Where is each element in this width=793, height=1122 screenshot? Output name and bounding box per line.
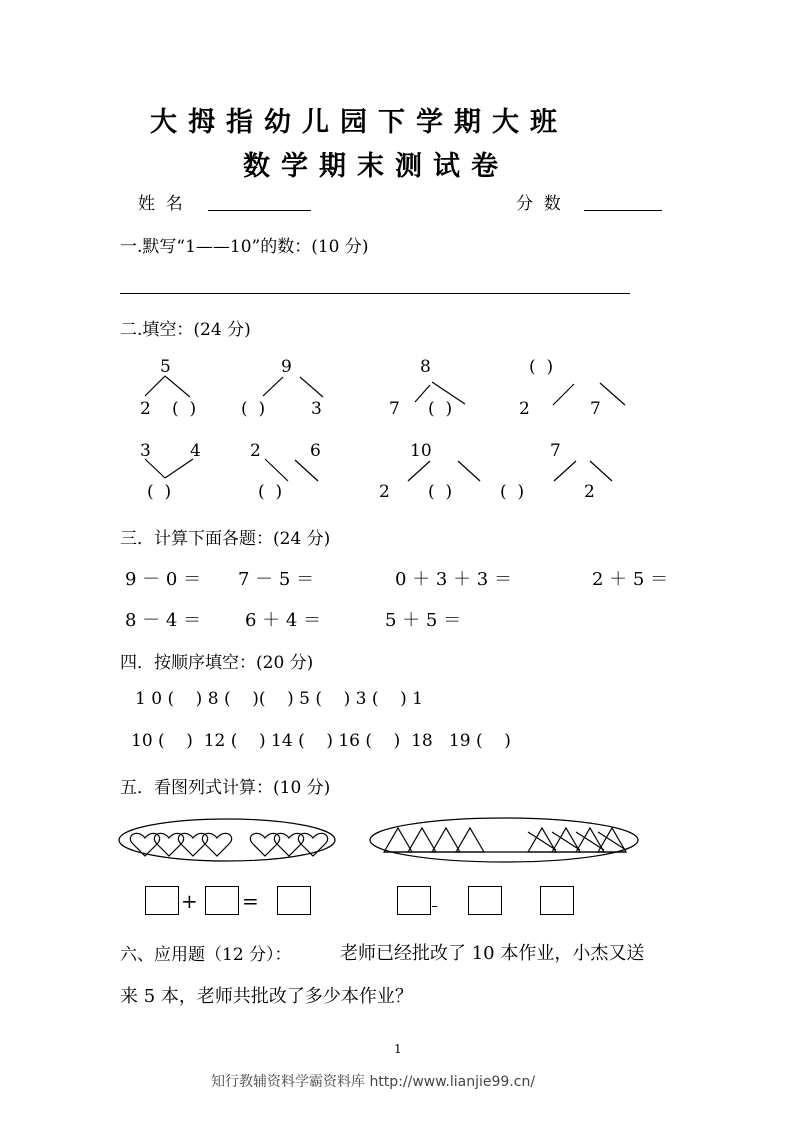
tree2-left: ( ) [241,399,266,419]
calc-2: 7 － 5 ＝ [238,569,315,590]
title-line-2: 数学期末测试卷 [243,151,509,182]
name-label: 姓 名 [138,194,183,214]
tree1-top: 5 [160,357,171,377]
calc-3: 0 ＋ 3 ＋ 3 ＝ [395,569,512,590]
hearts-oval [119,819,335,861]
tree8-top: 7 [550,441,561,461]
equals-sign: = [242,889,259,913]
tree5-bottom: ( ) [147,482,172,502]
tree6-right: 6 [310,441,321,461]
calc-6: 6 ＋ 4 ＝ [245,610,322,631]
title-line-1: 大拇指幼儿园下学期大班 [150,107,568,138]
page-number: 1 [394,1042,402,1056]
tree1-right: ( ) [172,399,197,419]
section-5-heading: 五．看图列式计算：(10 分) [120,778,331,798]
footer-text: 知行教辅资料学霸资料库 http://www.lianjie99.cn/ [211,1074,536,1090]
score-label: 分 数 [516,194,561,214]
tree4-left: 2 [519,399,530,419]
sequence-row-2: 10 ( ) 12 ( ) 14 ( ) 16 ( ) 18 19 ( ) [131,731,511,751]
tree4-right: 7 [590,399,601,419]
tree3-top: 8 [420,357,431,377]
word-problem-line-2: 来 5 本，老师共批改了多少本作业？ [120,986,413,1007]
answer-box-2[interactable] [205,886,239,915]
tree4-top: ( ) [529,357,554,377]
answer-box-5[interactable] [468,886,502,915]
calc-1: 9 － 0 ＝ [125,569,202,590]
answer-box-4[interactable] [397,886,431,915]
tree3-left: 7 [389,399,400,419]
section-3-heading: 三．计算下面各题：(24 分) [120,529,331,549]
section-2-heading: 二.填空：(24 分) [120,320,251,340]
minus-mark [432,906,437,907]
tree7-left: 2 [379,482,390,502]
plus-sign: + [181,889,198,913]
calc-7: 5 ＋ 5 ＝ [385,610,462,631]
section-1-heading: 一.默写“1——10”的数：(10 分) [120,237,369,257]
answer-box-1[interactable] [145,886,179,915]
tree6-left: 2 [250,441,261,461]
tree2-top: 9 [281,357,292,377]
section-4-heading: 四．按顺序填空：(20 分) [120,653,314,673]
tree8-left: ( ) [500,482,525,502]
answer-box-3[interactable] [277,886,311,915]
calc-4: 2 ＋ 5 ＝ [592,569,669,590]
tree7-top: 10 [410,441,432,461]
triangle-icon-group [384,828,626,852]
word-problem-line-1: 老师已经批改了 10 本作业，小杰又送 [340,943,645,964]
triangles-oval [370,818,638,862]
tree5-left: 3 [140,441,151,461]
tree8-right: 2 [584,482,595,502]
heart-icon-group [130,833,327,856]
tree7-right: ( ) [428,482,453,502]
calc-5: 8 － 4 ＝ [125,610,202,631]
sequence-row-1: 1 0 ( ) 8 ( )( ) 5 ( ) 3 ( ) 1 [135,689,423,709]
tree2-right: 3 [311,399,322,419]
answer-box-6[interactable] [540,886,574,915]
tree1-left: 2 [140,399,151,419]
tree5-right: 4 [190,441,201,461]
tree6-bottom: ( ) [258,482,283,502]
section-6-heading: 六、应用题（12 分）： [120,945,292,965]
tree3-right: ( ) [428,399,453,419]
